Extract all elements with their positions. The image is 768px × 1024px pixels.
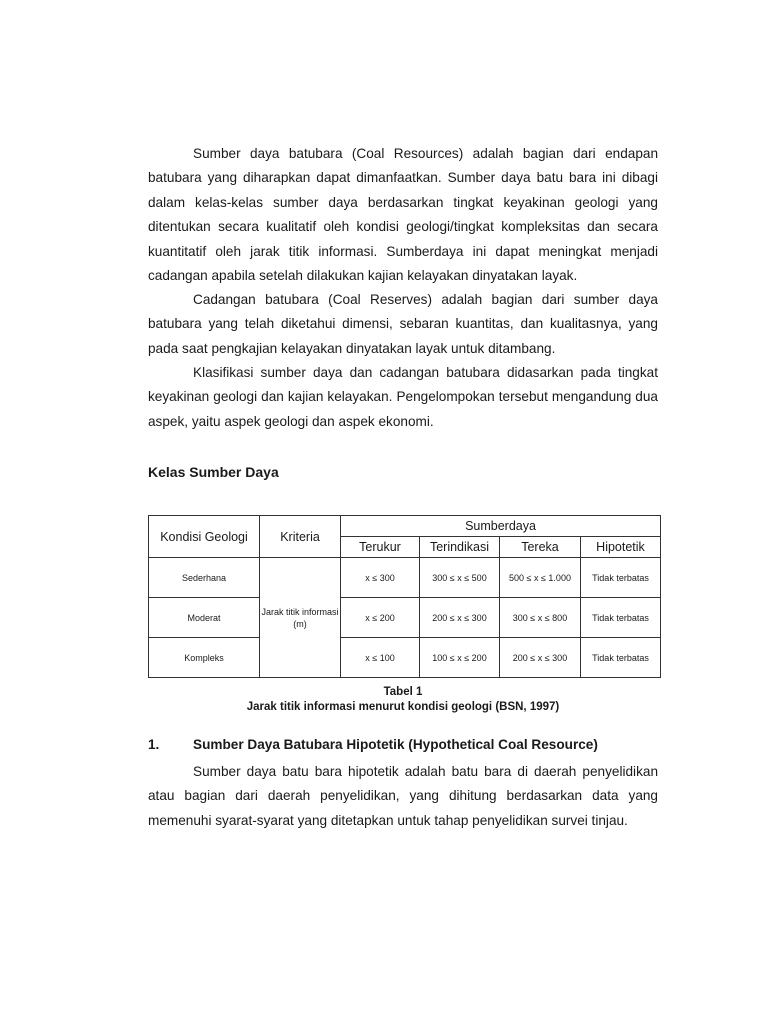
paragraph-hipotetik: Sumber daya batu bara hipotetik adalah batu bara di daerah penyelidikan atau bagian dari daerah penyelidikan, yang dihitung berdasarkan data yang memenuhi syarat-syarat yang ditetapkan untuk tahap penyelidikan survei tinjau.: [148, 764, 658, 828]
paragraph-coal-reserves: Cadangan batubara (Coal Reserves) adalah bagian dari sumber daya batubara yang telah diketahui dimensi, sebaran kuantitas, dan kualitasnya, yang pada saat pengkajian kelayakan dinyatakan layak untuk ditambang.: [148, 292, 658, 356]
terindikasi-cell: 300 ≤ x ≤ 500: [420, 558, 500, 598]
tereka-cell: 200 ≤ x ≤ 300: [500, 638, 581, 678]
header-sumberdaya: Sumberdaya: [341, 516, 661, 537]
section-heading: Kelas Sumber Daya: [148, 464, 279, 480]
hipotetik-cell: Tidak terbatas: [581, 558, 661, 598]
kondisi-cell: Moderat: [149, 598, 260, 638]
section-1-title-text: Sumber Daya Batubara Hipotetik (Hypothetical Coal Resource): [193, 737, 598, 752]
table-row: [149, 558, 661, 598]
kriteria-cell: Jarak titik informasi (m): [260, 558, 341, 678]
table-caption-text: Jarak titik informasi menurut kondisi geologi (BSN, 1997): [246, 701, 560, 713]
header-tereka: Tereka: [500, 537, 581, 558]
header-hipotetik: Hipotetik: [581, 537, 661, 558]
section-1-number: 1.: [148, 737, 160, 752]
table-caption-label: Tabel 1: [383, 686, 423, 698]
section-1-title: [148, 737, 598, 752]
header-terindikasi: Terindikasi: [420, 537, 500, 558]
table-row: [149, 598, 661, 638]
header-kriteria: Kriteria: [260, 516, 341, 558]
paragraph-klasifikasi: Klasifikasi sumber daya dan cadangan batubara didasarkan pada tingkat keyakinan geologi dan kajian kelayakan. Pengelompokan tersebut mengandung dua aspek, yaitu aspek geologi dan aspek ekonomi.: [148, 365, 658, 429]
tereka-cell: 500 ≤ x ≤ 1.000: [500, 558, 581, 598]
table-row: [149, 638, 661, 678]
header-terukur: Terukur: [341, 537, 420, 558]
hipotetik-cell: Tidak terbatas: [581, 638, 661, 678]
terukur-cell: x ≤ 100: [341, 638, 420, 678]
terukur-cell: x ≤ 200: [341, 598, 420, 638]
kondisi-cell: Sederhana: [149, 558, 260, 598]
hipotetik-cell: Tidak terbatas: [581, 598, 661, 638]
tereka-cell: 300 ≤ x ≤ 800: [500, 598, 581, 638]
kondisi-cell: Kompleks: [149, 638, 260, 678]
terindikasi-cell: 200 ≤ x ≤ 300: [420, 598, 500, 638]
terukur-cell: x ≤ 300: [341, 558, 420, 598]
header-kondisi-geologi: Kondisi Geologi: [149, 516, 260, 558]
paragraph-coal-resources: Sumber daya batubara (Coal Resources) adalah bagian dari endapan batubara yang diharapkan dapat dimanfaatkan. Sumber daya batu bara ini dibagi dalam kelas-kelas sumber daya berdasarkan tingkat keyakinan geologi yang ditentukan secara kualitatif oleh kondisi geologi/tingkat kompleksitas dan secara kuantitatif oleh jarak titik informasi. Sumberdaya ini dapat meningkat menjadi cadangan apabila setelah dilakukan kajian kelayakan dinyatakan layak.: [148, 146, 658, 284]
kelas-sumber-daya-table: [148, 515, 661, 678]
terindikasi-cell: 100 ≤ x ≤ 200: [420, 638, 500, 678]
